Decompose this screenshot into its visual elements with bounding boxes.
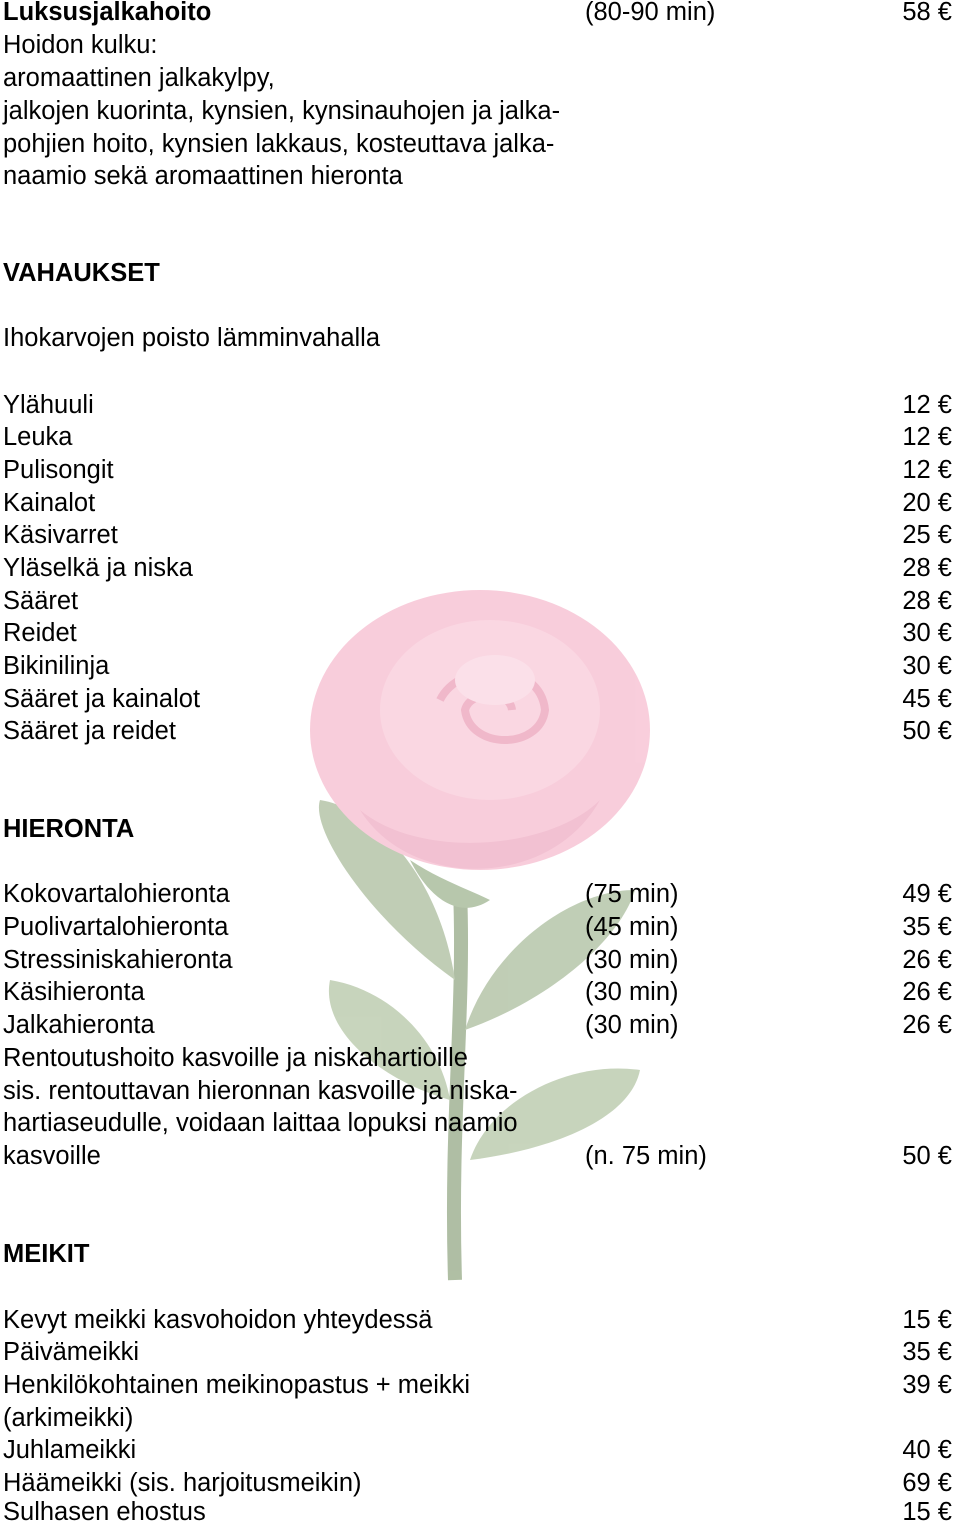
- waxing-subtitle: Ihokarvojen poisto lämminvahalla: [3, 324, 381, 352]
- makeup-heading: MEIKIT: [3, 1240, 90, 1268]
- massage-item-price: 49 €: [902, 880, 952, 908]
- footcare-description-line: jalkojen kuorinta, kynsien, kynsinauhojen ja jalka-: [3, 97, 561, 125]
- massage-item-price: 26 €: [902, 1011, 952, 1039]
- waxing-item-price: 12 €: [902, 456, 952, 484]
- relax-treatment-line: kasvoille: [3, 1142, 101, 1170]
- footcare-title: Luksusjalkahoito: [3, 0, 212, 26]
- waxing-item-name: Yläselkä ja niska: [3, 554, 193, 582]
- makeup-item-name: Päivämeikki: [3, 1338, 140, 1366]
- massage-item-duration: (75 min): [585, 880, 679, 908]
- makeup-item-name: Häämeikki (sis. harjoitusmeikin): [3, 1469, 362, 1497]
- makeup-item-price: 15 €: [902, 1306, 952, 1334]
- makeup-item-name: (arkimeikki): [3, 1404, 134, 1432]
- makeup-item-name: Henkilökohtainen meikinopastus + meikki: [3, 1371, 471, 1399]
- waxing-item-price: 30 €: [902, 652, 952, 680]
- footcare-price: 58 €: [902, 0, 952, 26]
- makeup-item-name: Juhlameikki: [3, 1436, 137, 1464]
- massage-item-duration: (30 min): [585, 1011, 679, 1039]
- waxing-item-price: 20 €: [902, 489, 952, 517]
- makeup-item-price: 40 €: [902, 1436, 952, 1464]
- footcare-duration: (80-90 min): [585, 0, 716, 26]
- footcare-description-line: pohjien hoito, kynsien lakkaus, kosteuttava jalka-: [3, 130, 555, 158]
- waxing-item-name: Käsivarret: [3, 521, 118, 549]
- waxing-item-name: Kainalot: [3, 489, 96, 517]
- massage-item-price: 35 €: [902, 913, 952, 941]
- relax-treatment-line: hartiaseudulle, voidaan laittaa lopuksi naamio: [3, 1109, 518, 1137]
- waxing-item-price: 50 €: [902, 717, 952, 745]
- waxing-item-name: Sääret ja reidet: [3, 717, 176, 745]
- waxing-item-price: 30 €: [902, 619, 952, 647]
- waxing-heading: VAHAUKSET: [3, 259, 160, 287]
- waxing-item-price: 12 €: [902, 423, 952, 451]
- massage-item-duration: (30 min): [585, 946, 679, 974]
- waxing-item-price: 28 €: [902, 554, 952, 582]
- waxing-item-name: Sääret ja kainalot: [3, 685, 201, 713]
- makeup-item-price: 69 €: [902, 1469, 952, 1497]
- makeup-item-name: Kevyt meikki kasvohoidon yhteydessä: [3, 1306, 433, 1334]
- waxing-item-name: Pulisongit: [3, 456, 114, 484]
- massage-item-name: Puolivartalohieronta: [3, 913, 229, 941]
- relax-treatment-line: Rentoutushoito kasvoille ja niskahartioille: [3, 1044, 468, 1072]
- massage-item-price: 26 €: [902, 946, 952, 974]
- massage-heading: HIERONTA: [3, 815, 135, 843]
- waxing-item-name: Leuka: [3, 423, 73, 451]
- footcare-description-line: aromaattinen jalkakylpy,: [3, 64, 275, 92]
- footcare-description-line: Hoidon kulku:: [3, 31, 158, 59]
- relax-treatment-price: 50 €: [902, 1142, 952, 1170]
- massage-item-duration: (45 min): [585, 913, 679, 941]
- waxing-item-name: Reidet: [3, 619, 77, 647]
- waxing-item-name: Ylähuuli: [3, 391, 94, 419]
- waxing-item-price: 25 €: [902, 521, 952, 549]
- relax-treatment-line: sis. rentouttavan hieronnan kasvoille ja niska-: [3, 1077, 518, 1105]
- makeup-item-price: 15 €: [902, 1498, 952, 1526]
- waxing-item-price: 45 €: [902, 685, 952, 713]
- massage-item-name: Käsihieronta: [3, 978, 145, 1006]
- waxing-item-name: Sääret: [3, 587, 79, 615]
- makeup-item-name: Sulhasen ehostus: [3, 1498, 206, 1526]
- massage-item-name: Jalkahieronta: [3, 1011, 155, 1039]
- massage-item-duration: (30 min): [585, 978, 679, 1006]
- makeup-item-price: 39 €: [902, 1371, 952, 1399]
- waxing-item-price: 28 €: [902, 587, 952, 615]
- waxing-item-name: Bikinilinja: [3, 652, 110, 680]
- massage-item-name: Stressiniskahieronta: [3, 946, 233, 974]
- makeup-item-price: 35 €: [902, 1338, 952, 1366]
- massage-item-price: 26 €: [902, 978, 952, 1006]
- waxing-item-price: 12 €: [902, 391, 952, 419]
- footcare-description-line: naamio sekä aromaattinen hieronta: [3, 162, 403, 190]
- massage-item-name: Kokovartalohieronta: [3, 880, 230, 908]
- relax-treatment-duration: (n. 75 min): [585, 1142, 707, 1170]
